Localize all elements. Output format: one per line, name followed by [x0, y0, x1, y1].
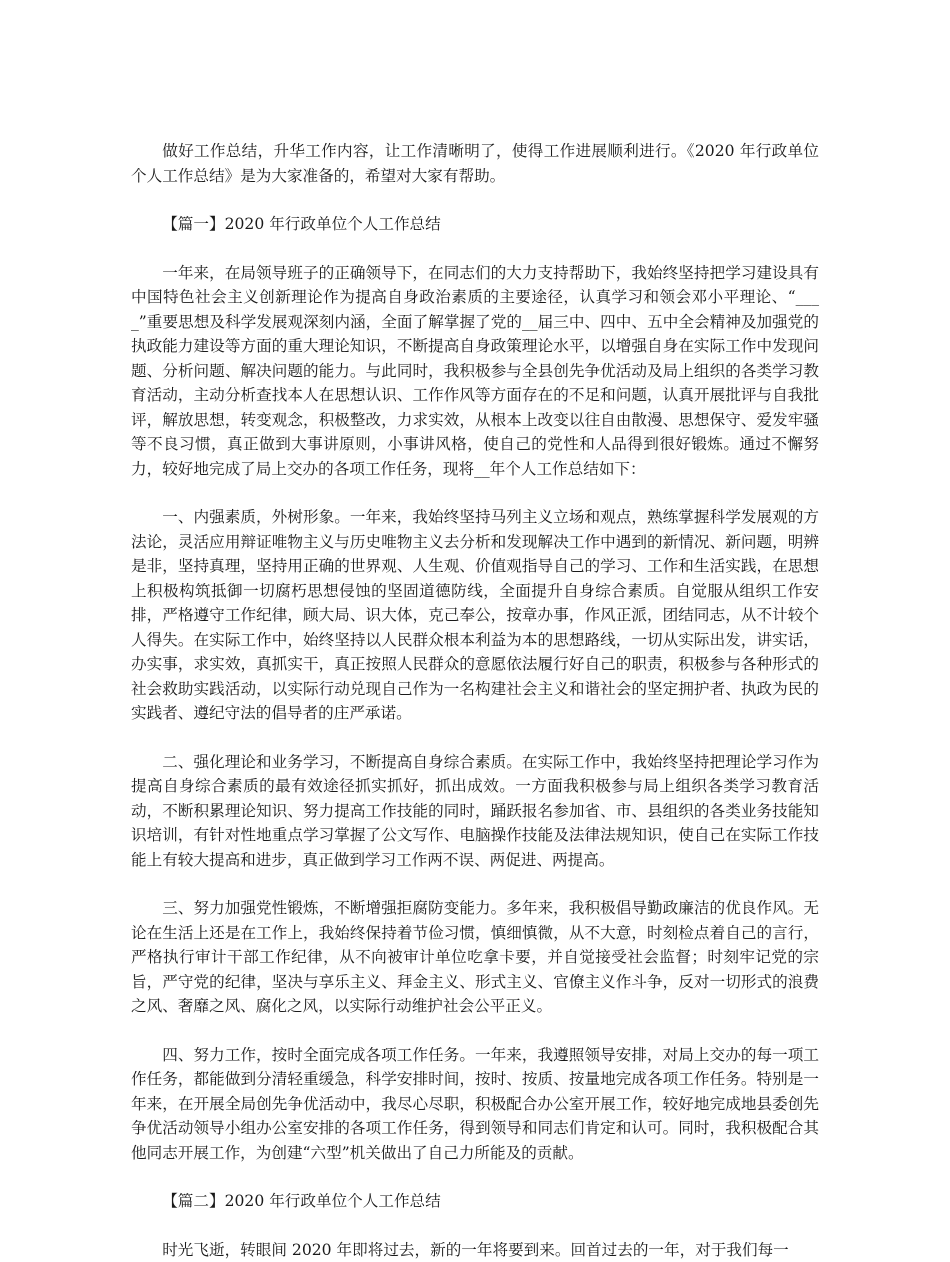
body-paragraph: 一、内强素质，外树形象。一年来，我始终坚持马列主义立场和观点，熟练掌握科学发展观的方法论，灵活应用辩证唯物主义与历史唯物主义去分析和发现解决工作中遇到的新情况、新问题，明辨是非，坚持真理，坚持用正确的世界观、人生观、价值观指导自己的学习、工作和生活实践，在思想上积极构筑抵御一切腐朽思想侵蚀的坚固道德防线，全面提升自身综合素质。自觉服从组织工作安排，严格遵守工作纪律，顾大局、识大体，克己奉公，按章办事，作风正派，团结同志，从不计较个人得失。在实际工作中，始终坚持以人民群众根本利益为本的思想路线，一切从实际出发，讲实话，办实事，求实效，真抓实干，真正按照人民群众的意愿依法履行好自己的职责，积极参与各种形式的社会救助实践活动，以实际行动兑现自己作为一名构建社会主义和谐社会的坚定拥护者、执政为民的实践者、遵纪守法的倡导者的庄严承诺。 [131, 505, 819, 726]
body-paragraph: 二、强化理论和业务学习，不断提高自身综合素质。在实际工作中，我始终坚持把理论学习作为提高自身综合素质的最有效途径抓实抓好，抓出成效。一方面我积极参与局上组织各类学习教育活动，不断积累理论知识、努力提高工作技能的同时，踊跃报名参加省、市、县组织的各类业务技能知识培训，有针对性地重点学习掌握了公文写作、电脑操作技能及法律法规知识，使自己在实际工作技能上有较大提高和进步，真正做到学习工作两不误、两促进、两提高。 [131, 750, 819, 873]
document-page [131, 139, 819, 1262]
intro-paragraph: 做好工作总结，升华工作内容，让工作清晰明了，使得工作进展顺利进行。《2020 年行政单位个人工作总结》是为大家准备的，希望对大家有帮助。 [131, 139, 819, 188]
body-paragraph: 时光飞逝，转眼间 2020 年即将过去，新的一年将要到来。回首过去的一年，对于我们每一 [131, 1238, 819, 1262]
section-one-title: 【篇一】2020 年行政单位个人工作总结 [131, 212, 819, 237]
section-two-title: 【篇二】2020 年行政单位个人工作总结 [131, 1189, 819, 1214]
body-paragraph: 四、努力工作，按时全面完成各项工作任务。一年来，我遵照领导安排，对局上交办的每一项工作任务，都能做到分清轻重缓急，科学安排时间，按时、按质、按量地完成各项工作任务。特别是一年来，在开展全局创先争优活动中，我尽心尽职，积极配合办公室开展工作，较好地完成地县委创先争优活动领导小组办公室安排的各项工作任务，得到领导和同志们肯定和认可。同时，我积极配合其他同志开展工作，为创建“六型”机关做出了自己力所能及的贡献。 [131, 1043, 819, 1166]
body-paragraph: 三、努力加强党性锻炼，不断增强拒腐防变能力。多年来，我积极倡导勤政廉洁的优良作风。无论在生活上还是在工作上，我始终保持着节俭习惯，慎细慎微，从不大意，时刻检点着自己的言行，严格执行审计干部工作纪律，从不向被审计单位吃拿卡要，并自觉接受社会监督；时刻牢记党的宗旨，严守党的纪律，坚决与享乐主义、拜金主义、形式主义、官僚主义作斗争，反对一切形式的浪费之风、奢靡之风、腐化之风，以实际行动维护社会公平正义。 [131, 896, 819, 1019]
body-paragraph: 一年来，在局领导班子的正确领导下，在同志们的大力支持帮助下，我始终坚持把学习建设具有中国特色社会主义创新理论作为提高自身政治素质的主要途径，认真学习和领会邓小平理论、“____”重要思想及科学发展观深刻内涵，全面了解掌握了党的__届三中、四中、五中全会精神及加强党的执政能力建设等方面的重大理论知识，不断提高自身政策理论水平，以增强自身在实际工作中发现问题、分析问题、解决问题的能力。与此同时，我积极参与全县创先争优活动及局上组织的各类学习教育活动，主动分析查找本人在思想认识、工作作风等方面存在的不足和问题，认真开展批评与自我批评，解放思想，转变观念，积极整改，力求实效，从根本上改变以往自由散漫、思想保守、爱发牢骚等不良习惯，真正做到大事讲原则，小事讲风格，使自己的党性和人品得到很好锻炼。通过不懈努力，较好地完成了局上交办的各项工作任务，现将__年个人工作总结如下： [131, 261, 819, 482]
